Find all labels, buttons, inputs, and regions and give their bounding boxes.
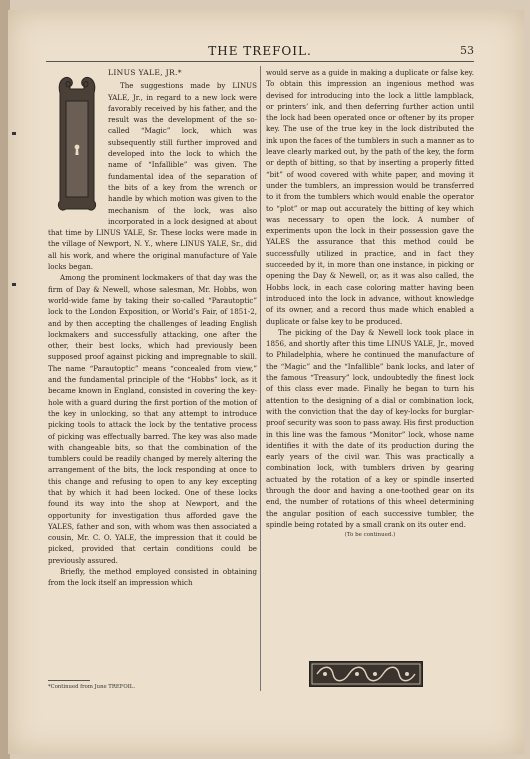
margin-mark (12, 132, 16, 135)
article-paragraph: The suggestions made by LINUS YALE, Jr., in regard to a new lock were favorably received by his father, and the result was the development of the so-called “Magic” lock, which was subsequently still further improved and developed into the lock to which the name of “Infallible” was given. The fundamental idea of the separation of the bits of a key from the wrench or handle by which motion was given to the mechanism of the lock, was also incorporated in a lock designed at about that time by LINUS YALE, Sr. These locks were made in the village of Newport, N. Y., where LINUS YALE, Sr., did all his work, and where the original manufacture of Yale locks began. (48, 81, 257, 272)
left-column (48, 67, 257, 589)
column-divider (260, 66, 261, 691)
article-paragraph: Among the prominent lockmakers of that day was the firm of Day & Newell, whose salesman, Mr. Hobbs, won world-wide fame by taking their so-called “Parautoptic” lock to the London Exposition, or World’s Fair, of 1851-2, and by then accepting the challenges of leading English lockmakers and successfully attacking, one after the other, their best locks, which had previously been supposed proof against picking and impregnable to skill. The name “Parautoptic” means “concealed from view,” and the fundamental principle of the “Hobbs” lock, as it became known in England, consisted in covering the key-hole with a guard during the first portion of the motion of the key in unlocking, so that any attempt to introduce picking tools to attack the lock by the tentative process of picking was effectually barred. The key was also made with changeable bits, so that the combination of the tumblers could be readily changed by merely altering the arrangement of the bits, the lock responding at once to this change and refusing to open to any key excepting that by which it had been locked. One of these locks found its way into the shop at Newport, and the opportunity for investigation thus afforded gave the YALES, father and son, with whom was then associated a cousin, Mr. C. O. YALE, the impression that it could be picked, provided that certain conditions could be previously assured. (48, 273, 257, 565)
article-paragraph: Briefly, the method employed consisted in obtaining from the lock itself an impression which (48, 567, 257, 588)
continued-note: (To be continued.) (344, 532, 396, 539)
article-paragraph: The picking of the Day & Newell lock took place in 1856, and shortly after this time LINUS YALE, Jr., moved to Philadelphia, where he continued the manufacture of the “Magic” and the “Infallible” bank locks, and later of the famous “Treasury” lock, undoubtedly the finest lock of this class ever made. Finally he began to turn his attention to the designing of a dial or combination lock, with the conviction that the day of key-locks for burglar-proof security was soon to pass away. His first production in this line was the famous “Monitor” lock, whose name identifies it with the date of its production during the early years of the civil war. This was practically a combination lock, with tumblers driven by gearing actuated by the rotation of a key or spindle inserted through the door and having a one-toothed gear on its end, the number of rotations of this wheel determining the angular position of each successive tumbler, the spindle being rotated by a small crank on its outer end. (266, 327, 474, 529)
running-head-title: THE TREFOIL. (208, 44, 312, 58)
running-header (46, 44, 474, 62)
lock-plate-illustration (54, 73, 100, 215)
right-column (266, 67, 474, 541)
margin-mark (12, 283, 16, 286)
decorative-ornament (309, 661, 423, 687)
header-rule (46, 61, 474, 62)
footnote: *Continued from June TREFOIL. (48, 684, 136, 690)
article-headline: LINUS YALE, JR.* (108, 68, 182, 77)
article-paragraph: would serve as a guide in making a duplicate or false key. To obtain this impression an ingenious method was devised for introducing into the lock a little lampblack, or printers’ ink, and then deferring further action until the lock had been operated once or oftener by its proper key. The use of the true key in the lock distributed the ink upon the faces of the tumblers in such a manner as to leave clearly marked out, by the path of the key, the form or depth of bitting, so that by inserting a properly fitted “bit” of wood covered with white paper, and moving it under the tumblers, an impression would be transferred to it from the tumblers which would enable the operator to “plot” or map out accurately the bitting of key which was necessary to open the lock. A number of experiments upon the lock in their possession gave the YALES the assurance that this method could be successfully utilized in practice, and in fact they succeeded by it, in more than one instance, in picking or opening the Day & Newell, or, as it was also called, the Hobbs lock, in each case coloring matter having been introduced into the lock in advance, without knowledge of its owner, and a record thus made which enabled a duplicate or false key to be produced. (266, 68, 474, 326)
footnote-rule (48, 680, 90, 681)
page-number: 53 (460, 44, 474, 57)
